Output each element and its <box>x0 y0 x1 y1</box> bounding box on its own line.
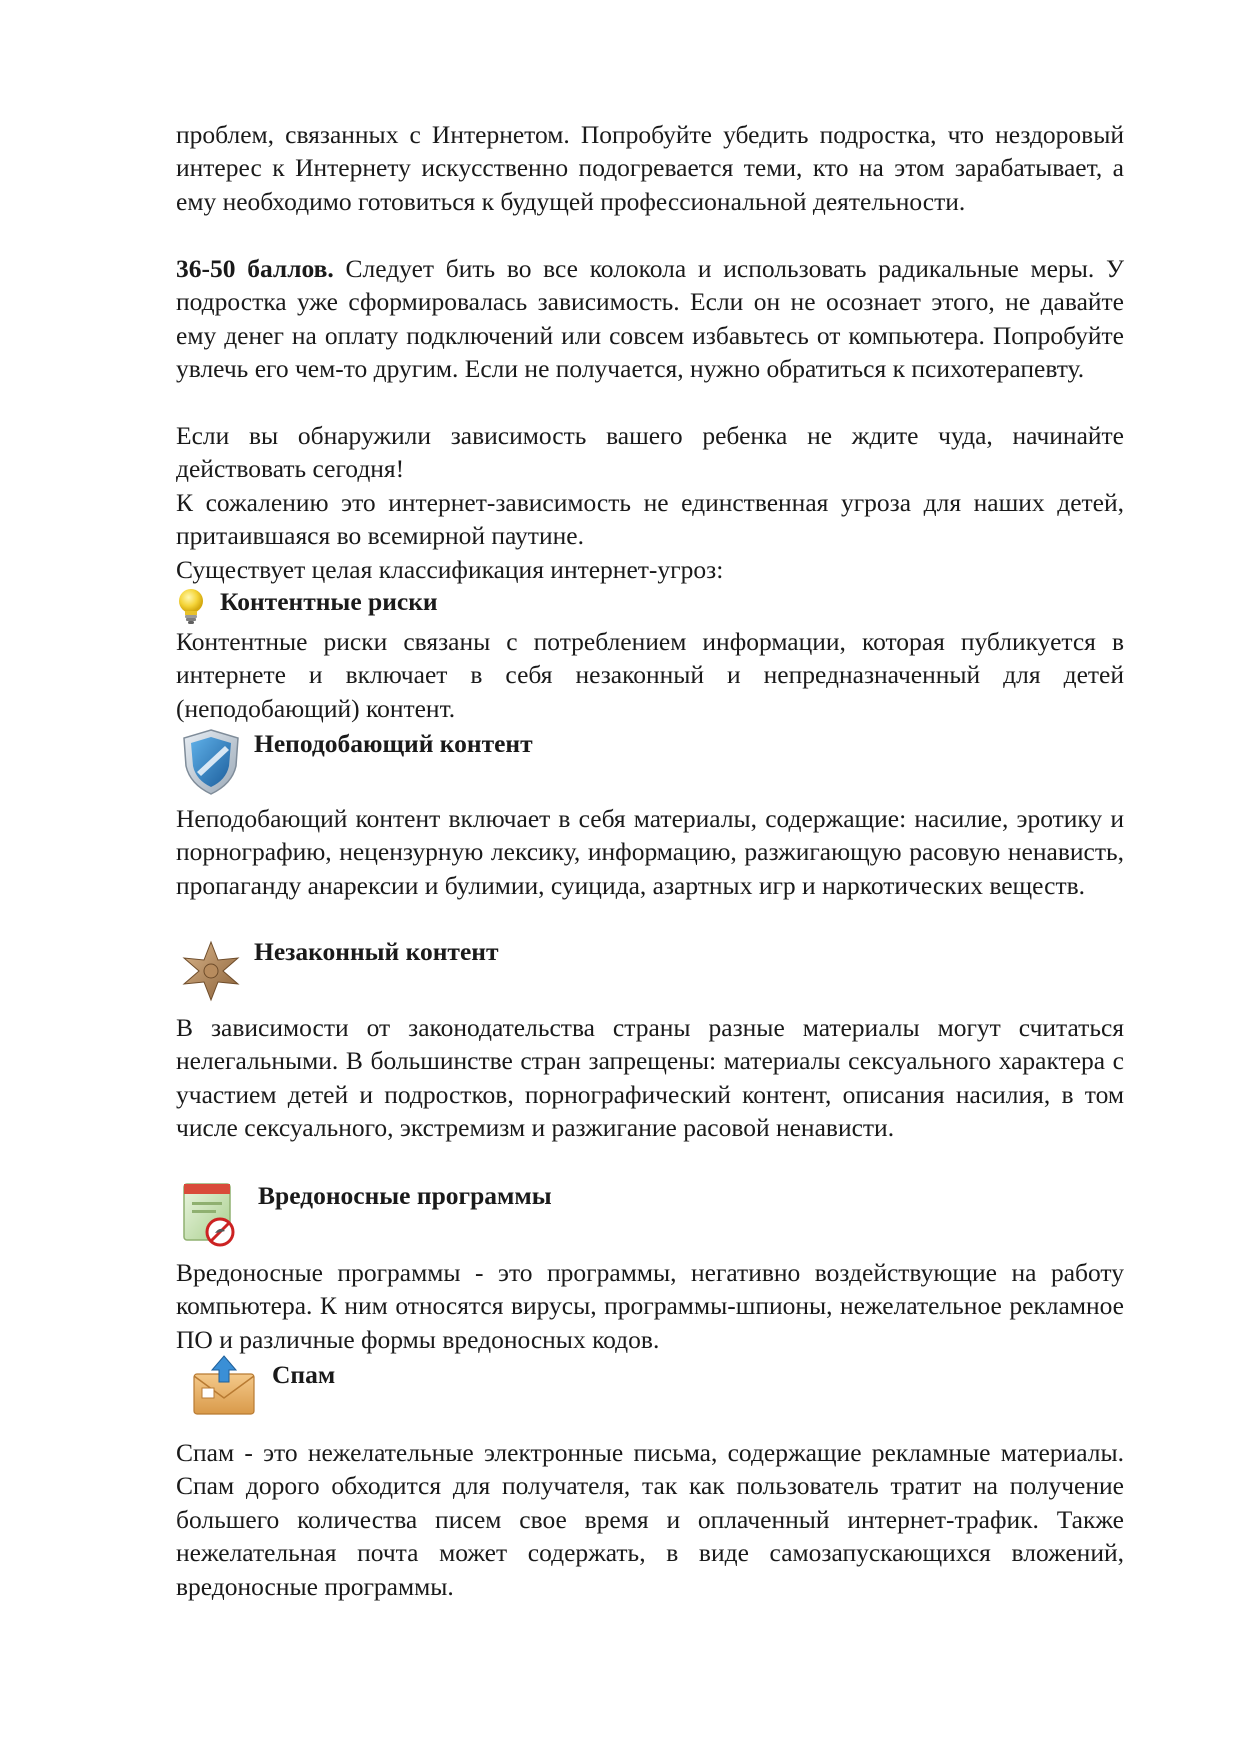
malware-document-icon <box>180 1180 242 1250</box>
paragraph-classification: Существует целая классификация интернет-угроз: <box>176 555 724 584</box>
score-text: Следует бить во все колокола и использовать радикальные меры. У подростка уже сформировалась зависимость. Если он не осознает этого, не давайте ему денег на оплату подключений или совсем избавьтесь от компьютера. Попробуйте увлечь его чем-то другим. Если не получается, нужно обратиться к психотерапевту. <box>176 254 1124 384</box>
paragraph-intro: проблем, связанных с Интернетом. Попробуйте убедить подростка, что нездоровый интерес к Интернету искусственно подогревается теми, кто на этом зарабатывает, а ему необходимо готовиться к будущей профессиональной деятельности. <box>176 120 1124 216</box>
section-text-spam: Спам - это нежелательные электронные письма, содержащие рекламные материалы. Спам дорого обходится для получателя, так как пользователь тратит на получение большего количества писем свое время и оплаченный интернет-трафик. Также нежелательная почта может содержать, в виде самозапускающихся вложений, вредоносные программы. <box>176 1438 1124 1601</box>
paragraph-score-36-50 <box>176 252 1124 386</box>
section-text-inappropriate-content: Неподобающий контент включает в себя материалы, содержащие: насилие, эротику и порнографию, нецензурную лексику, информацию, разжигающую расовую ненависть, пропаганду анарексии и булимии, суицида, азартных игр и наркотических веществ. <box>176 804 1124 900</box>
paragraph-call-to-action: Если вы обнаружили зависимость вашего ребенка не ждите чуда, начинайте действовать сегодня! <box>176 421 1124 484</box>
sheriff-star-icon <box>180 940 242 1002</box>
lightbulb-icon <box>176 587 206 627</box>
paragraph-threat-intro: К сожалению это интернет-зависимость не единственная угроза для наших детей, притаившаяся во всемирной паутине. <box>176 488 1124 551</box>
section-title-spam: Спам <box>272 1360 336 1389</box>
section-title-inappropriate-content: Неподобающий контент <box>254 729 533 758</box>
section-title-illegal-content: Незаконный контент <box>254 937 499 966</box>
section-text-malware: Вредоносные программы - это программы, негативно воздействующие на работу компьютера. К ним относятся вирусы, программы-шпионы, нежелательное рекламное ПО и различные формы вредоносных кодов. <box>176 1258 1124 1354</box>
section-title-content-risks: Контентные риски <box>220 587 438 616</box>
shield-icon <box>180 728 242 798</box>
mail-envelope-icon <box>190 1354 258 1418</box>
score-label: 36-50 баллов. <box>176 254 334 283</box>
section-text-content-risks: Контентные риски связаны с потреблением информации, которая публикуется в интернете и включает в себя незаконный и непредназначенный для детей (неподобающий) контент. <box>176 627 1124 723</box>
section-title-malware: Вредоносные программы <box>258 1181 552 1210</box>
section-text-illegal-content: В зависимости от законодательства страны разные материалы могут считаться нелегальными. В большинстве стран запрещены: материалы сексуального характера с участием детей и подростков, порнографический контент, описания насилия, в том числе сексуального, экстремизм и разжигание расовой ненависти. <box>176 1013 1124 1143</box>
